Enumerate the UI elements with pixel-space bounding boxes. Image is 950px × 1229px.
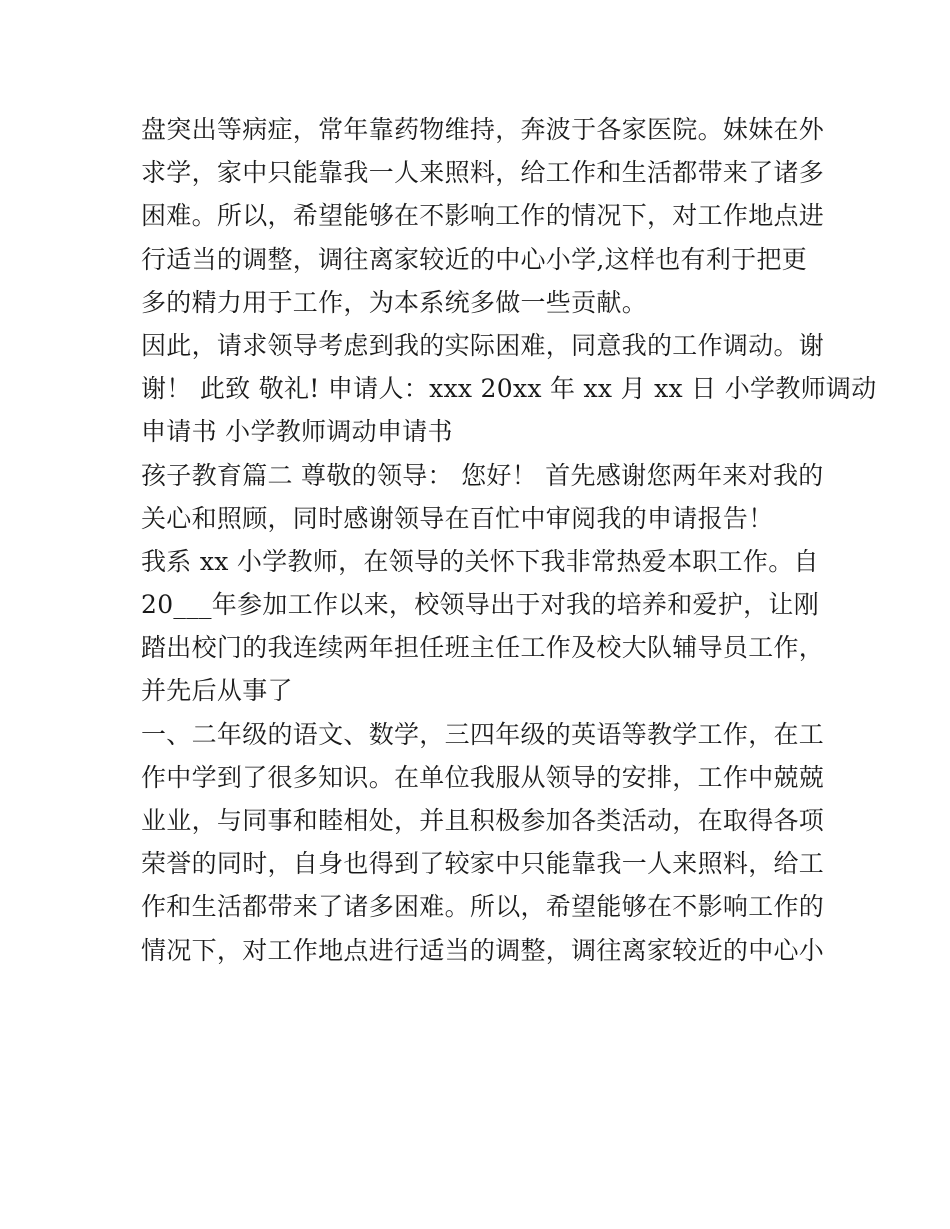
text-line: 多的精力用于工作，为本系统多做一些贡献。 xyxy=(141,287,648,317)
text-line: 业业，与同事和睦相处，并且积极参加各类活动，在取得各项 xyxy=(141,806,825,835)
text-line: 一、二年级的语文、数学，三四年级的英语等教学工作，在工 xyxy=(141,719,825,749)
text-line: 踏出校门的我连续两年担任班主任工作及校大队辅导员工作， xyxy=(141,633,825,663)
text-line: 困难。所以，希望能够在不影响工作的情况下，对工作地点进 xyxy=(141,201,825,231)
text-line: 求学，家中只能靠我一人来照料，给工作和生活都带来了诸多 xyxy=(141,158,825,188)
text-line: 谢！ 此致 敬礼! 申请人：xxx 20xx 年 xx 月 xx 日 小学教师调动 xyxy=(141,374,877,404)
text-line: 我系 xx 小学教师，在领导的关怀下我非常热爱本职工作。自 xyxy=(141,546,819,576)
text-line: 孩子教育篇二 尊敬的领导： 您好！ 首先感谢您两年来对我的 xyxy=(141,460,824,490)
text-line: 关心和照顾，同时感谢领导在百忙中审阅我的申请报告！ xyxy=(141,503,774,533)
document-body xyxy=(141,108,877,972)
text-line: 行适当的调整，调往离家较近的中心小学,这样也有利于把更 xyxy=(141,244,808,274)
text-line: 并先后从事了 xyxy=(141,676,293,706)
text-line: 因此，请求领导考虑到我的实际困难，同意我的工作调动。谢 xyxy=(141,330,825,360)
text-line: 作中学到了很多知识。在单位我服从领导的安排，工作中兢兢 xyxy=(141,762,825,792)
text-line: 荣誉的同时，自身也得到了较家中只能靠我一人来照料，给工 xyxy=(141,849,825,879)
text-line: 作和生活都带来了诸多困难。所以，希望能够在不影响工作的 xyxy=(141,892,825,922)
text-line: 申请书 小学教师调动申请书 xyxy=(141,417,453,447)
text-line: 盘突出等病症，常年靠药物维持，奔波于各家医院。妹妹在外 xyxy=(141,115,825,144)
text-line: 情况下，对工作地点进行适当的调整，调往离家较近的中心小 xyxy=(141,935,825,965)
text-line: 20___年参加工作以来，校领导出于对我的培养和爱护，让刚 xyxy=(141,590,820,620)
